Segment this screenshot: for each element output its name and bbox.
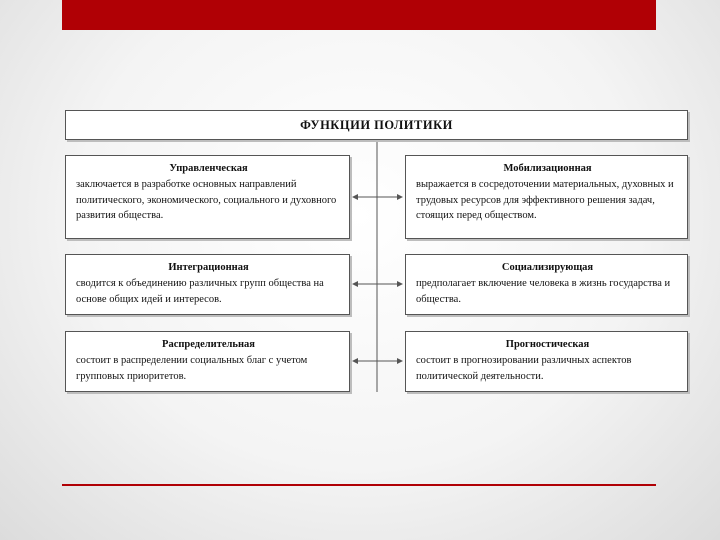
function-card-management <box>65 155 350 239</box>
function-name: Интеграционная <box>168 262 249 273</box>
function-description: предполагает включение человека в жизнь государства и общества. <box>416 278 671 305</box>
function-card-mobilization <box>405 155 688 239</box>
function-name: Распределительная <box>162 339 255 350</box>
function-card-integration <box>65 254 350 315</box>
function-card-distribution <box>65 331 350 392</box>
function-card-socialization <box>405 254 688 315</box>
bottom-accent-line <box>62 484 656 486</box>
function-description: сводится к объединению различных групп общества на основе общих идей и интересов. <box>76 278 324 305</box>
function-name: Прогностическая <box>505 339 590 350</box>
function-description: состоит в прогнозировании различных аспектов политической деятельности. <box>416 355 632 382</box>
diagram-title: ФУНКЦИИ ПОЛИТИКИ <box>65 110 688 140</box>
function-description: состоит в распределении социальных благ с учетом групповых приоритетов. <box>76 355 308 382</box>
function-name: Социализирующая <box>501 262 594 273</box>
function-name: Управленческая <box>169 163 248 174</box>
function-description: выражается в сосредоточении материальных, духовных и трудовых ресурсов для эффективного решения задач, стоящих перед обществом. <box>416 179 674 221</box>
function-card-forecasting <box>405 331 688 392</box>
function-description: заключается в разработке основных направлений политического, экономического, социального и духовного развития общества. <box>76 179 337 221</box>
function-name: Мобилизационная <box>503 163 592 174</box>
